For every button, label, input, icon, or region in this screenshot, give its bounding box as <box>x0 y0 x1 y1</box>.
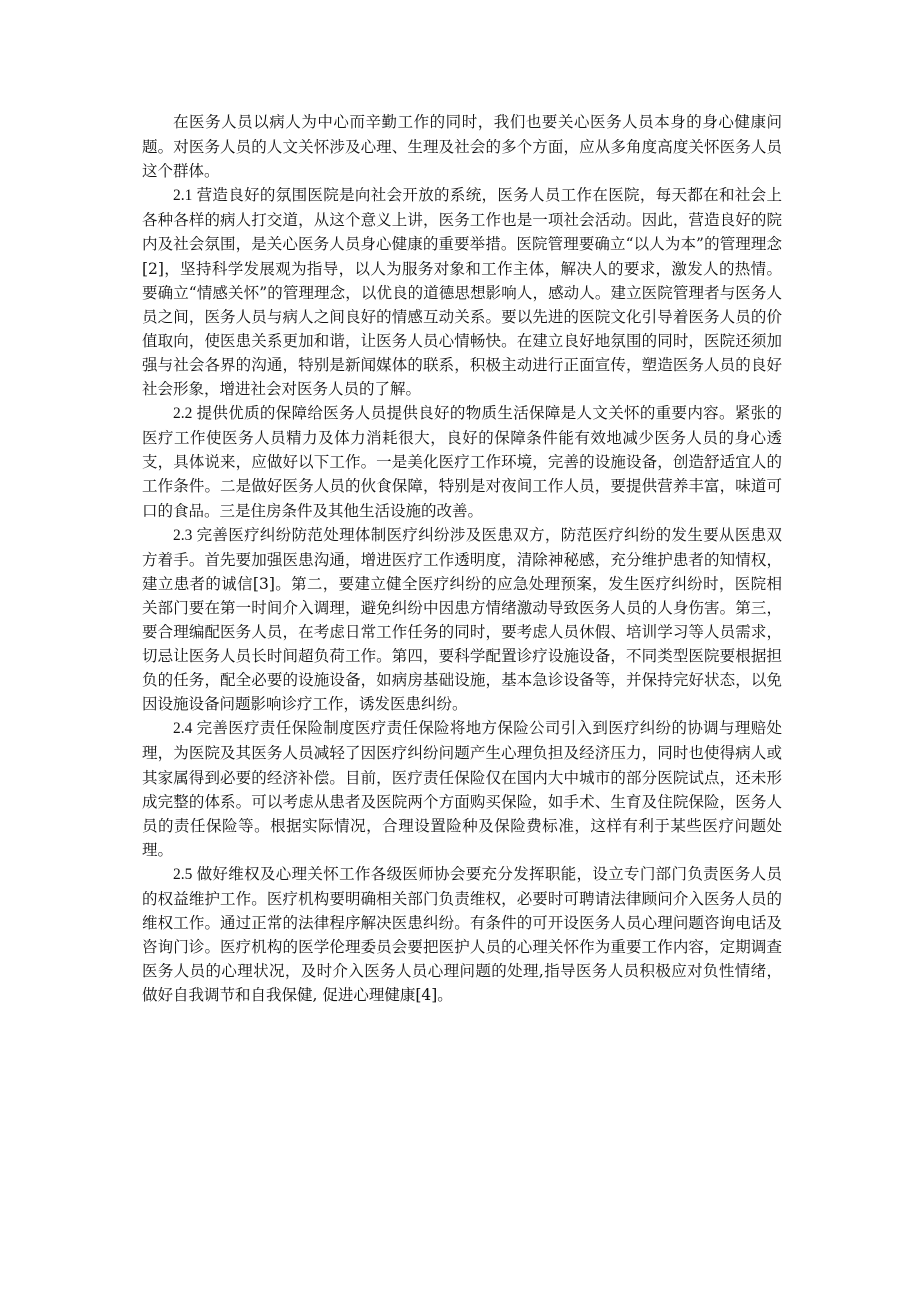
section-2-2-paragraph <box>142 401 782 522</box>
section-number: 2.3 <box>173 526 197 544</box>
paragraph-text: 营造良好的氛围医院是向社会开放的系统，医务人员工作在医院，每天都在和社会上各种各样的病人打交道，从这个意义上讲，医务工作也是一项社会活动。因此，营造良好的院内及社会氛围，是关心医务人员身心健康的重要举措。医院管理要确立“以人为本”的管理理念[2]，坚持科学发展观为指导，以人为服务对象和工作主体，解决人的要求，激发人的热情。要确立“情感关怀”的管理理念，以优良的道德思想影响人，感动人。建立医院管理者与医务人员之间，医务人员与病人之间良好的情感互动关系。要以先进的医院文化引导着医务人员的价值取向，使医患关系更加和谐，让医务人员心情畅快。在建立良好地氛围的同时，医院还须加强与社会各界的沟通，特别是新闻媒体的联系，积极主动进行正面宣传，塑造医务人员的良好社会形象，增进社会对医务人员的了解。 <box>142 186 783 399</box>
section-number: 2.5 <box>173 865 197 883</box>
intro-paragraph <box>142 110 782 183</box>
paragraph-text: 提供优质的保障给医务人员提供良好的物质生活保障是人文关怀的重要内容。紧张的医疗工作使医务人员精力及体力消耗很大，良好的保障条件能有效地减少医务人员的身心透支，具体说来，应做好以下工作。一是美化医疗工作环境，完善的设施设备，创造舒适宜人的工作条件。二是做好医务人员的伙食保障，特别是对夜间工作人员，要提供营养丰富，味道可口的食品。三是住房条件及其他生活设施的改善。 <box>142 404 783 520</box>
paragraph-text: 完善医疗责任保险制度医疗责任保险将地方保险公司引入到医疗纠纷的协调与理赔处理，为医院及其医务人员减轻了因医疗纠纷问题产生心理负担及经济压力，同时也使得病人或其家属得到必要的经济补偿。目前，医疗责任保险仅在国内大中城市的部分医院试点，还未形成完整的体系。可以考虑从患者及医院两个方面购买保险，如手术、生育及住院保险，医务人员的责任保险等。根据实际情况，合理设置险种及保险费标准，这样有利于某些医疗问题处理。 <box>142 719 783 859</box>
paragraph-text: 在医务人员以病人为中心而辛勤工作的同时，我们也要关心医务人员本身的身心健康问题。对医务人员的人文关怀涉及心理、生理及社会的多个方面，应从多角度高度关怀医务人员这个群体。 <box>142 113 782 181</box>
section-2-1-paragraph <box>142 183 782 401</box>
section-2-3-paragraph <box>142 523 782 717</box>
section-number: 2.1 <box>173 187 197 205</box>
document-body <box>142 110 782 1007</box>
section-number: 2.4 <box>173 720 197 738</box>
section-2-5-paragraph <box>142 862 782 1008</box>
paragraph-text: 做好维权及心理关怀工作各级医师协会要充分发挥职能，设立专门部门负责医务人员的权益维护工作。医疗机构要明确相关部门负责维权，必要时可聘请法律顾问介入医务人员的维权工作。通过正常的法律程序解决医患纠纷。有条件的可开设医务人员心理问题咨询电话及咨询门诊。医疗机构的医学伦理委员会要把医护人员的心理关怀作为重要工作内容，定期调查医务人员的心理状况，及时介入医务人员心理问题的处理,指导医务人员积极应对负性情绪，做好自我调节和自我保健, 促进心理健康[4]。 <box>142 864 783 1005</box>
section-2-4-paragraph <box>142 716 782 862</box>
section-number: 2.2 <box>173 405 197 423</box>
paragraph-text: 完善医疗纠纷防范处理体制医疗纠纷涉及医患双方，防范医疗纠纷的发生要从医患双方着手。首先要加强医患沟通，增进医疗工作透明度，清除神秘感，充分维护患者的知情权，建立患者的诚信[3]。第二，要建立健全医疗纠纷的应急处理预案，发生医疗纠纷时，医院相关部门要在第一时间介入调理，避免纠纷中因患方情绪激动导致医务人员的人身伤害。第三，要合理编配医务人员，在考虑日常工作任务的同时，要考虑人员休假、培训学习等人员需求，切忌让医务人员长时间超负荷工作。第四，要科学配置诊疗设施设备，不同类型医院要根据担负的任务，配全必要的设施设备，如病房基础设施，基本急诊设备等，并保持完好状态，以免因设施设备问题影响诊疗工作，诱发医患纠纷。 <box>142 525 783 714</box>
